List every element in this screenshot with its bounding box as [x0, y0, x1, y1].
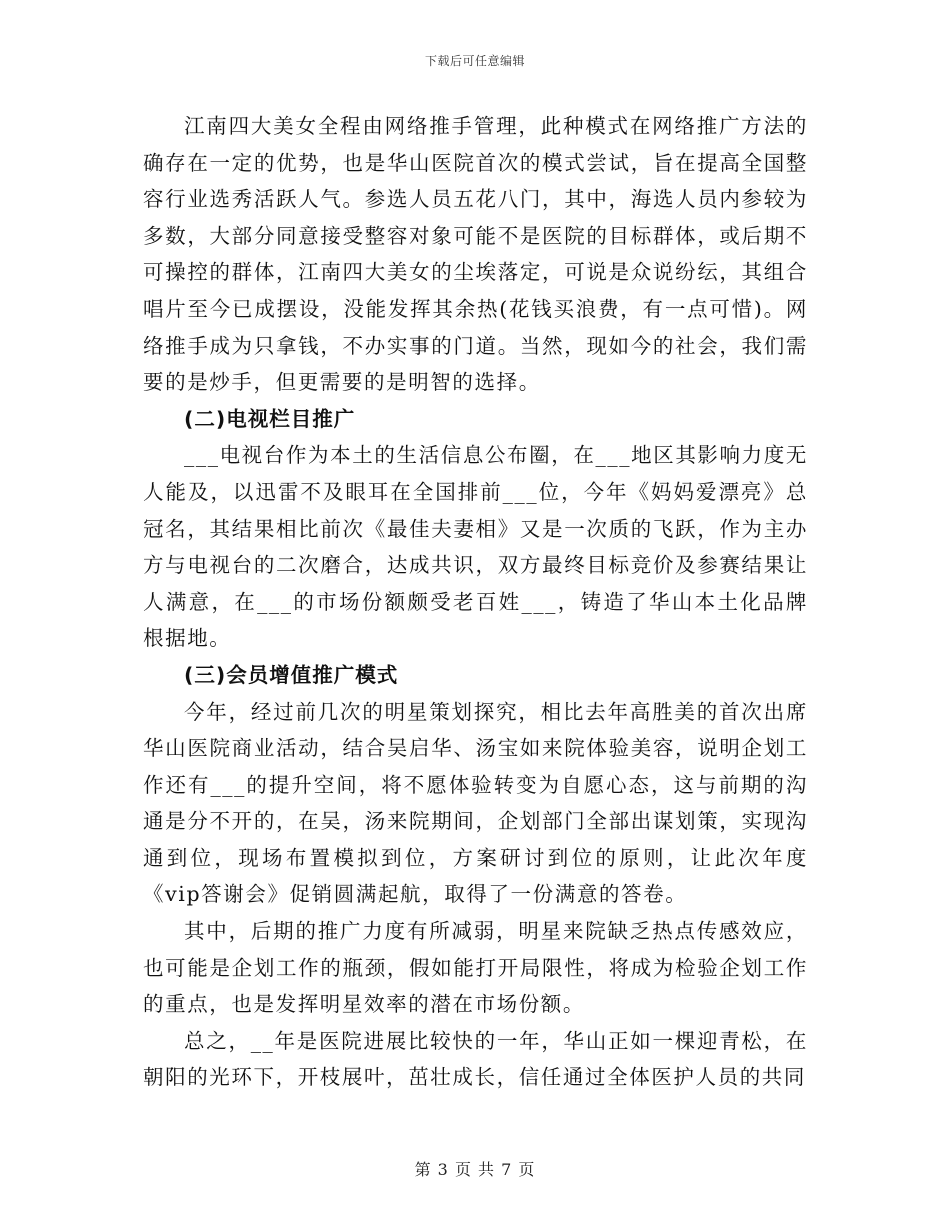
- page-header-note: 下载后可任意编辑: [424, 54, 525, 68]
- paragraph-network-promotion: 江南四大美女全程由网络推手管理，此种模式在网络推广方法的确存在一定的优势，也是华山医院首次的模式尝试，旨在提高全国整容行业选秀活跃人气。参选人员五花八门，其中，海选人员内参较为多数，大部分同意接受整容对象可能不是医院的目标群体，或后期不可操控的群体，江南四大美女的尘埃落定，可说是众说纷纭，其组合唱片至今已成摆设，没能发挥其余热(花钱买浪费，有一点可惜)。网络推手成为只拿钱，不办实事的门道。当然，现如今的社会，我们需要的是炒手，但更需要的是明智的选择。: [143, 114, 808, 395]
- section-heading-member-promotion: (三)会员增值推广模式: [184, 662, 399, 687]
- paragraph-summary: 总之，__年是医院进展比较快的一年，华山正如一棵迎青松，在朝阳的光环下，开枝展叶，茁壮成长，信任通过全体医护人员的共同: [143, 1028, 808, 1090]
- paragraph-tv-promotion: ___电视台作为本土的生活信息公布圈，在___地区其影响力度无人能及，以迅雷不及眼耳在全国排前___位，今年《妈妈爱漂亮》总冠名，其结果相比前次《最佳夫妻相》又是一次质的飞跃，作为主办方与电视台的二次磨合，达成共识，双方最终目标竞价及参赛结果让人满意，在___的市场份额颇受老百姓___，铸造了华山本土化品牌根据地。: [143, 443, 808, 651]
- document-body: [143, 108, 808, 1096]
- page-number: 第 3 页 共 7 页: [414, 1160, 536, 1179]
- section-heading-tv-promotion: (二)电视栏目推广: [184, 406, 356, 431]
- paragraph-later-promotion: 其中，后期的推广力度有所减弱，明星来院缺乏热点传感效应，也可能是企划工作的瓶颈，假如能打开局限性，将成为检验企划工作的重点，也是发挥明星效率的潜在市场份额。: [143, 919, 808, 1017]
- paragraph-member-promotion: 今年，经过前几次的明星策划探究，相比去年高胜美的首次出席华山医院商业活动，结合吴启华、汤宝如来院体验美容，说明企划工作还有___的提升空间，将不愿体验转变为自愿心态，这与前期的沟通是分不开的，在吴，汤来院期间，企划部门全部出谋划策，实现沟通到位，现场布置模拟到位，方案研讨到位的原则，让此次年度《vip答谢会》促销圆满起航，取得了一份满意的答卷。: [143, 699, 808, 907]
